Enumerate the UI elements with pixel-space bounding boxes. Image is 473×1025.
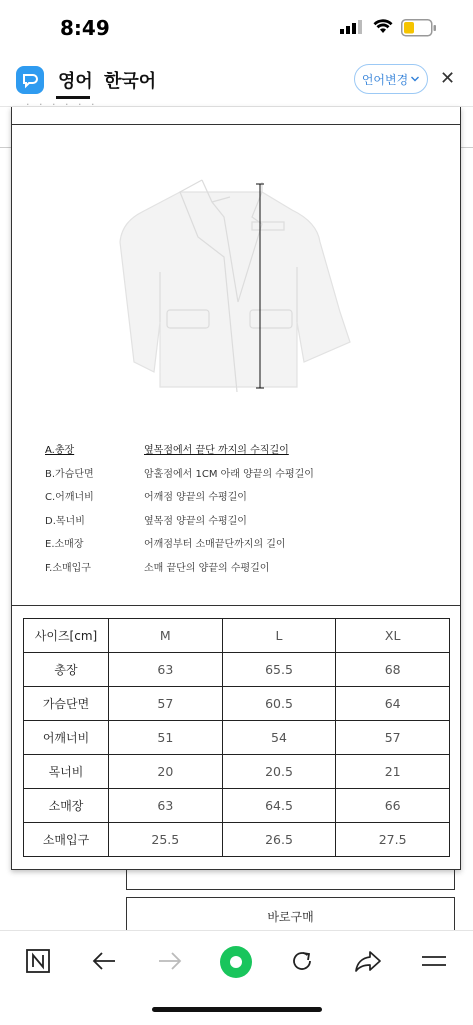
forward-arrow-icon[interactable] bbox=[154, 945, 186, 977]
measurement-definitions bbox=[45, 437, 445, 578]
option-box bbox=[126, 870, 455, 890]
definition-value: 어깨점부터 소매끝단까지의 길이 bbox=[144, 539, 286, 550]
definition-value: 소매 끝단의 양끝의 수평길이 bbox=[144, 562, 270, 574]
buy-now-button[interactable]: 바로구매 bbox=[126, 897, 455, 935]
chevron-down-icon bbox=[410, 75, 420, 83]
table-row bbox=[24, 789, 450, 823]
table-cell: 20.5 bbox=[222, 755, 336, 789]
table-row-label: 총장 bbox=[24, 653, 109, 687]
definition-value: 옆목점 양끝의 수평길이 bbox=[144, 515, 247, 527]
definition-value: 암홀점에서 1CM 아래 양끝의 수평길이 bbox=[144, 468, 314, 480]
definition-row bbox=[45, 461, 445, 485]
table-cell: 57 bbox=[336, 721, 450, 755]
status-bar bbox=[0, 0, 473, 56]
table-cell: 20 bbox=[109, 755, 223, 789]
translator-app-icon[interactable] bbox=[16, 66, 44, 94]
table-header-cell: 사이즈[cm] bbox=[24, 619, 109, 653]
table-row bbox=[24, 755, 450, 789]
table-cell: 26.5 bbox=[222, 823, 336, 857]
definition-key: C.어깨너비 bbox=[45, 492, 94, 503]
tab-target-language[interactable]: 한국어 bbox=[104, 71, 157, 92]
table-row-label: 어깨너비 bbox=[24, 721, 109, 755]
share-icon[interactable] bbox=[352, 945, 384, 977]
back-arrow-icon[interactable] bbox=[88, 945, 120, 977]
jacket-diagram bbox=[112, 162, 362, 392]
change-language-label: 언어변경 bbox=[361, 72, 409, 87]
battery-icon bbox=[401, 19, 437, 37]
table-cell: 64 bbox=[336, 687, 450, 721]
table-cell: 21 bbox=[336, 755, 450, 789]
product-page bbox=[0, 98, 473, 930]
definition-value: 옆목점에서 끝단 까지의 수직길이 bbox=[144, 445, 289, 456]
tab-source-language[interactable]: 영어 bbox=[58, 71, 93, 92]
size-guide-card bbox=[11, 98, 461, 870]
table-cell: 27.5 bbox=[336, 823, 450, 857]
menu-icon[interactable] bbox=[418, 945, 450, 977]
definition-row bbox=[45, 531, 445, 555]
table-cell: 63 bbox=[109, 789, 223, 823]
definition-key: B.가슴단면 bbox=[45, 468, 94, 480]
table-cell: 66 bbox=[336, 789, 450, 823]
table-header-cell: XL bbox=[336, 619, 450, 653]
definition-row bbox=[45, 484, 445, 508]
table-row-label: 소매장 bbox=[24, 789, 109, 823]
table-header-row bbox=[24, 619, 450, 653]
table-row-label: 소매입구 bbox=[24, 823, 109, 857]
faded-header-text: · · · · · · bbox=[26, 98, 98, 111]
naver-icon[interactable] bbox=[22, 945, 54, 977]
green-dot-icon[interactable] bbox=[219, 945, 253, 979]
table-cell: 25.5 bbox=[109, 823, 223, 857]
definition-key: F.소매입구 bbox=[45, 562, 91, 574]
table-cell: 68 bbox=[336, 653, 450, 687]
table-row bbox=[24, 653, 450, 687]
table-cell: 57 bbox=[109, 687, 223, 721]
home-indicator bbox=[152, 1007, 322, 1012]
definition-value: 어깨점 양끝의 수평길이 bbox=[144, 492, 247, 503]
background-divider bbox=[461, 147, 473, 168]
divider bbox=[12, 124, 460, 125]
status-time: 8:49 bbox=[60, 16, 110, 40]
refresh-icon[interactable] bbox=[286, 945, 318, 977]
divider bbox=[12, 605, 460, 606]
table-row-label: 가슴단면 bbox=[24, 687, 109, 721]
table-row bbox=[24, 687, 450, 721]
definition-row bbox=[45, 437, 445, 461]
table-header-cell: M bbox=[109, 619, 223, 653]
table-cell: 65.5 bbox=[222, 653, 336, 687]
definition-key: D.목너비 bbox=[45, 515, 85, 527]
table-cell: 64.5 bbox=[222, 789, 336, 823]
change-language-button[interactable] bbox=[354, 64, 428, 94]
table-cell: 54 bbox=[222, 721, 336, 755]
wifi-icon bbox=[373, 18, 393, 34]
table-header-cell: L bbox=[222, 619, 336, 653]
table-row bbox=[24, 721, 450, 755]
table-row bbox=[24, 823, 450, 857]
table-cell: 60.5 bbox=[222, 687, 336, 721]
close-icon[interactable]: ✕ bbox=[440, 68, 456, 89]
definition-row bbox=[45, 555, 445, 579]
cellular-signal-icon bbox=[340, 20, 364, 34]
table-cell: 51 bbox=[109, 721, 223, 755]
table-cell: 63 bbox=[109, 653, 223, 687]
definition-key: A.총장 bbox=[45, 445, 75, 456]
definition-row bbox=[45, 508, 445, 532]
size-table bbox=[23, 618, 450, 857]
table-row-label: 목너비 bbox=[24, 755, 109, 789]
definition-key: E.소매장 bbox=[45, 539, 84, 550]
